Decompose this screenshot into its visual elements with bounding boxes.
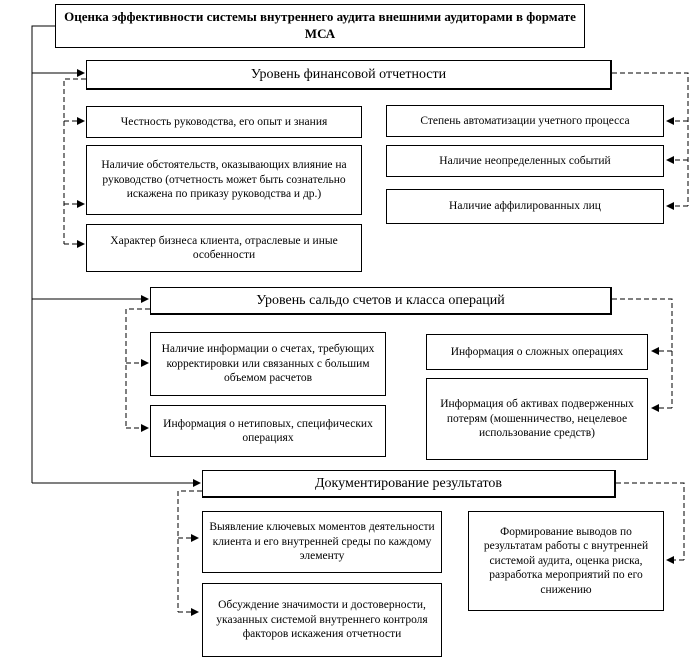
section-header-documenting-results: Документирование результатов	[202, 470, 616, 498]
section-header-account-balances: Уровень сальдо счетов и класса операций	[150, 287, 612, 315]
factor-conclusions-formation: Формирование выводов по результатам работы с внутренней системой аудита, оценка риска, разработка мероприятий по его снижению	[468, 511, 664, 611]
factor-uncertain-events: Наличие неопределенных событий	[386, 145, 664, 177]
diagram-title: Оценка эффективности системы внутреннего аудита внешними аудиторами в формате МСА	[55, 4, 585, 48]
factor-business-nature: Характер бизнеса клиента, отраслевые и иные особенности	[86, 224, 362, 272]
factor-complex-operations-info: Информация о сложных операциях	[426, 334, 648, 370]
factor-affiliated-parties: Наличие аффилированных лиц	[386, 189, 664, 224]
section-header-financial-reporting: Уровень финансовой отчетности	[86, 60, 612, 90]
factor-assets-at-risk-info: Информация об активах подверженных потерям (мошенничество, нецелевое использование средств)	[426, 378, 648, 460]
factor-management-integrity: Честность руководства, его опыт и знания	[86, 106, 362, 138]
factor-atypical-operations-info: Информация о нетиповых, специфических операциях	[150, 405, 386, 457]
factor-significance-discussion: Обсуждение значимости и достоверности, указанных системой внутреннего контроля факторов искажения отчетности	[202, 583, 442, 657]
factor-automation-degree: Степень автоматизации учетного процесса	[386, 105, 664, 137]
factor-management-pressure: Наличие обстоятельств, оказывающих влияние на руководство (отчетность может быть сознательно искажена по приказу руководства и др.)	[86, 145, 362, 215]
factor-key-moments-identification: Выявление ключевых моментов деятельности клиента и его внутренней среды по каждому элементу	[202, 511, 442, 573]
factor-accounts-adjustment-info: Наличие информации о счетах, требующих корректировки или связанных с большим объемом расчетов	[150, 332, 386, 396]
